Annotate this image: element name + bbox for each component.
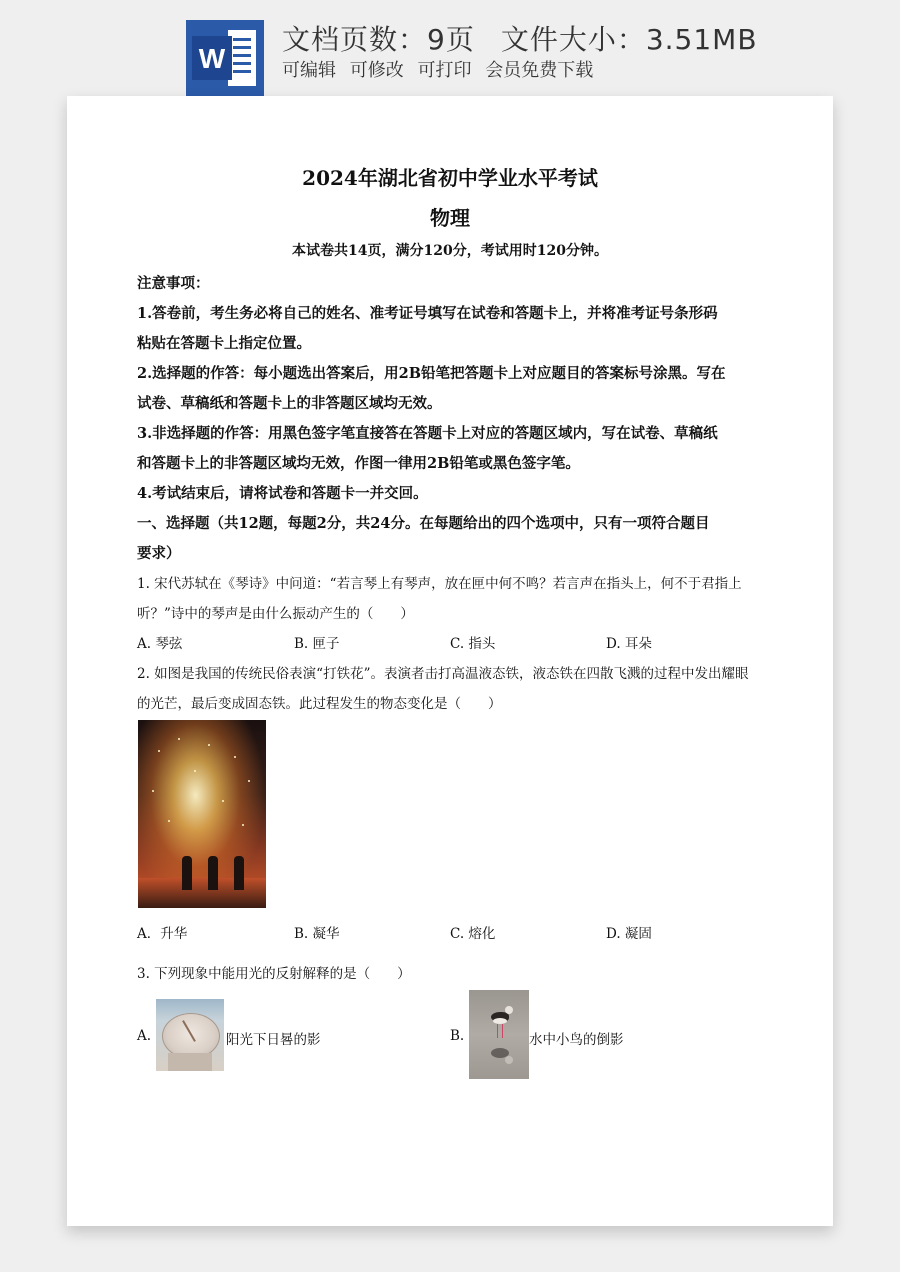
question-1-option-b: B. 匣子: [294, 636, 340, 652]
svg-text:W: W: [198, 43, 226, 74]
document-info-header: [0, 0, 900, 100]
question-1-text: 听？”诗中的琴声是由什么振动产生的（ ）: [137, 606, 414, 622]
exam-subject: 物理: [430, 206, 470, 230]
feature-modifiable: 可修改: [349, 60, 404, 81]
feature-list: [282, 56, 601, 82]
question-2-option-d: D. 凝固: [606, 926, 652, 942]
question-3-option-a-text: 阳光下日晷的影: [226, 1032, 321, 1048]
notice-line: 4.考试结束后，请将试卷和答题卡一并交回。: [137, 485, 428, 502]
notice-line: 3.非选择题的作答：用黑色签字笔直接答在答题卡上对应的答题区域内，写在试卷、草稿纸: [137, 425, 718, 442]
file-stats: [282, 18, 758, 58]
notice-line: 粘贴在答题卡上指定位置。: [137, 335, 311, 352]
question-1-option-c: C. 指头: [450, 636, 496, 652]
question-1-option-d: D. 耳朵: [606, 636, 652, 652]
question-3-option-b-text: 水中小鸟的倒影: [529, 1032, 624, 1048]
question-2-option-b: B. 凝华: [294, 926, 340, 942]
section-heading: 一、选择题（共12题，每题2分，共24分。在每题给出的四个选项中，只有一项符合题目: [137, 515, 710, 532]
exam-summary: 本试卷共14页，满分120分，考试用时120分钟。: [292, 243, 608, 259]
document-page: [67, 96, 833, 1226]
feature-printable: 可打印: [417, 60, 472, 81]
notice-line: 试卷、草稿纸和答题卡上的非答题区域均无效。: [137, 395, 442, 412]
question-2-option-c: C. 熔化: [450, 926, 496, 942]
word-document-icon: [186, 20, 264, 96]
notice-line: 和答题卡上的非答题区域均无效，作图一律用2B铅笔或黑色签字笔。: [137, 455, 580, 472]
question-3-text: 3. 下列现象中能用光的反射解释的是（ ）: [137, 966, 411, 982]
file-size: 文件大小：3.51MB: [500, 23, 758, 56]
notice-line: 2.选择题的作答：每小题选出答案后，用2B铅笔把答题卡上对应题目的答案标号涂黑。写在: [137, 365, 726, 382]
sundial-photo: [156, 999, 224, 1071]
feature-member-download: 会员免费下载: [485, 60, 594, 81]
exam-title: 2024年湖北省初中学业水平考试: [302, 166, 598, 190]
question-2-option-a: A．升华: [137, 926, 188, 942]
bird-reflection-photo: [469, 990, 529, 1079]
question-3-option-a-letter: A.: [137, 1028, 152, 1044]
question-3-option-b-letter: B.: [450, 1028, 465, 1044]
section-heading: 要求）: [137, 545, 181, 562]
feature-editable: 可编辑: [282, 60, 336, 81]
question-1-text: 1. 宋代苏轼在《琴诗》中问道：“若言琴上有琴声，放在匣中何不鸣？若言声在指头上，何不于君指上: [137, 576, 742, 592]
question-2-text: 2. 如图是我国的传统民俗表演“打铁花”。表演者击打高温液态铁，液态铁在四散飞溅的过程中发出耀眼: [137, 666, 749, 682]
iron-flower-photo: [138, 720, 266, 908]
notice-line: 1.答卷前，考生务必将自己的姓名、准考证号填写在试卷和答题卡上，并将准考证号条形码: [137, 305, 718, 322]
notice-heading: 注意事项：: [137, 275, 210, 292]
page-count: 文档页数：9页: [282, 23, 475, 56]
question-2-text: 的光芒，最后变成固态铁。此过程发生的物态变化是（ ）: [137, 696, 502, 712]
question-1-option-a: A. 琴弦: [137, 636, 183, 652]
